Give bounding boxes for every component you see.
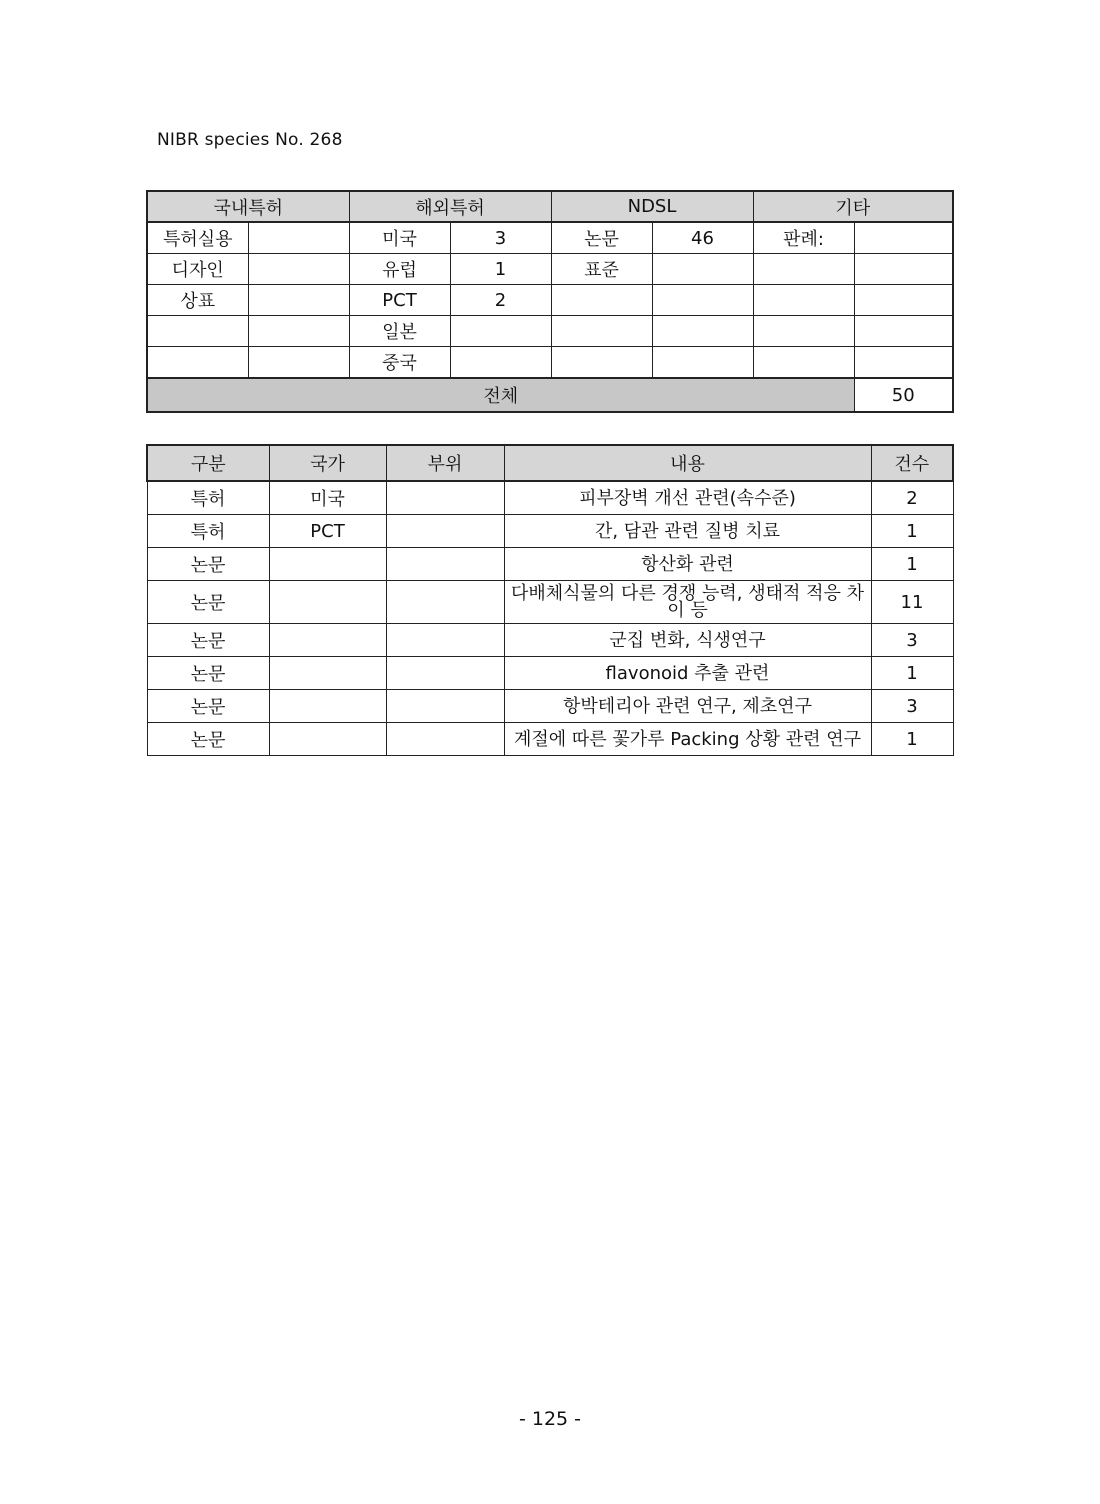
- detail-part-cell: [386, 657, 504, 690]
- detail-country-cell: [269, 690, 386, 723]
- summary-cell: [854, 222, 953, 254]
- detail-country-cell: [269, 624, 386, 657]
- summary-cell: [147, 316, 248, 347]
- detail-header-country: 국가: [269, 445, 386, 481]
- summary-cell: [248, 316, 349, 347]
- table-row: [147, 515, 953, 548]
- detail-category-cell: 논문: [147, 581, 269, 624]
- summary-total-row: [147, 378, 953, 412]
- detail-count-cell: 11: [871, 581, 953, 624]
- detail-part-cell: [386, 723, 504, 756]
- summary-cell: 특허실용: [147, 222, 248, 254]
- summary-cell: 1: [450, 254, 551, 285]
- summary-cell: [248, 222, 349, 254]
- summary-row: [147, 316, 953, 347]
- table-row: [147, 581, 953, 624]
- detail-content-cell: 계절에 따른 꽃가루 Packing 상황 관련 연구: [504, 723, 871, 756]
- summary-cell: [753, 347, 854, 379]
- detail-content-cell: flavonoid 추출 관련: [504, 657, 871, 690]
- detail-part-cell: [386, 481, 504, 515]
- summary-cell: 디자인: [147, 254, 248, 285]
- summary-cell: 논문: [551, 222, 652, 254]
- table-row: [147, 690, 953, 723]
- summary-header-row: [147, 191, 953, 222]
- summary-cell: 일본: [349, 316, 450, 347]
- summary-total-value: 50: [854, 378, 953, 412]
- detail-part-cell: [386, 690, 504, 723]
- summary-total-label: 전체: [147, 378, 854, 412]
- table-row: [147, 657, 953, 690]
- detail-count-cell: 3: [871, 690, 953, 723]
- detail-count-cell: 1: [871, 723, 953, 756]
- patent-summary-table: [146, 190, 954, 413]
- summary-cell: [450, 347, 551, 379]
- detail-category-cell: 특허: [147, 515, 269, 548]
- summary-cell: [551, 285, 652, 316]
- summary-row: [147, 254, 953, 285]
- detail-content-cell: 간, 담관 관련 질병 치료: [504, 515, 871, 548]
- summary-cell: 유럽: [349, 254, 450, 285]
- summary-row: [147, 285, 953, 316]
- detail-count-cell: 3: [871, 624, 953, 657]
- detail-part-cell: [386, 548, 504, 581]
- summary-header-domestic-patent: 국내특허: [147, 191, 349, 222]
- table-row: [147, 723, 953, 756]
- research-detail-table: [146, 444, 954, 756]
- detail-count-cell: 2: [871, 481, 953, 515]
- summary-cell: [753, 316, 854, 347]
- summary-cell: [551, 347, 652, 379]
- table-row: [147, 481, 953, 515]
- summary-cell: [854, 316, 953, 347]
- summary-cell: [248, 254, 349, 285]
- detail-header-content: 내용: [504, 445, 871, 481]
- summary-cell: 미국: [349, 222, 450, 254]
- summary-cell: [248, 347, 349, 379]
- summary-cell: [753, 285, 854, 316]
- detail-count-cell: 1: [871, 515, 953, 548]
- summary-header-other: 기타: [753, 191, 953, 222]
- detail-country-cell: [269, 581, 386, 624]
- detail-category-cell: 논문: [147, 624, 269, 657]
- summary-header-overseas-patent: 해외특허: [349, 191, 551, 222]
- detail-header-category: 구분: [147, 445, 269, 481]
- detail-country-cell: 미국: [269, 481, 386, 515]
- detail-content-cell: 항박테리아 관련 연구, 제초연구: [504, 690, 871, 723]
- summary-cell: PCT: [349, 285, 450, 316]
- detail-country-cell: [269, 723, 386, 756]
- detail-category-cell: 논문: [147, 548, 269, 581]
- summary-cell: [652, 285, 753, 316]
- table-row: [147, 548, 953, 581]
- summary-cell: [652, 254, 753, 285]
- detail-header-part: 부위: [386, 445, 504, 481]
- detail-content-cell: 항산화 관련: [504, 548, 871, 581]
- detail-content-cell: 다배체식물의 다른 경쟁 능력, 생태적 적응 차이 등: [504, 581, 871, 624]
- summary-cell: [854, 285, 953, 316]
- detail-part-cell: [386, 624, 504, 657]
- summary-cell: 상표: [147, 285, 248, 316]
- summary-cell: [450, 316, 551, 347]
- detail-count-cell: 1: [871, 548, 953, 581]
- page-number: - 125 -: [518, 1408, 582, 1430]
- detail-country-cell: [269, 657, 386, 690]
- detail-header-count: 건수: [871, 445, 953, 481]
- summary-row: [147, 347, 953, 379]
- summary-cell: [652, 316, 753, 347]
- summary-cell: 3: [450, 222, 551, 254]
- summary-cell: 2: [450, 285, 551, 316]
- summary-row: [147, 222, 953, 254]
- species-number-label: NIBR species No. 268: [157, 130, 343, 150]
- summary-cell: 판례:: [753, 222, 854, 254]
- summary-cell: [854, 254, 953, 285]
- summary-cell: [753, 254, 854, 285]
- summary-cell: [248, 285, 349, 316]
- summary-cell: 46: [652, 222, 753, 254]
- summary-cell: [854, 347, 953, 379]
- detail-content-cell: 군집 변화, 식생연구: [504, 624, 871, 657]
- summary-cell: [652, 347, 753, 379]
- summary-header-ndsl: NDSL: [551, 191, 753, 222]
- summary-cell: [147, 347, 248, 379]
- detail-category-cell: 논문: [147, 690, 269, 723]
- detail-category-cell: 특허: [147, 481, 269, 515]
- detail-country-cell: PCT: [269, 515, 386, 548]
- detail-header-row: [147, 445, 953, 481]
- detail-category-cell: 논문: [147, 723, 269, 756]
- detail-part-cell: [386, 581, 504, 624]
- summary-cell: [551, 316, 652, 347]
- detail-country-cell: [269, 548, 386, 581]
- summary-cell: 중국: [349, 347, 450, 379]
- detail-content-cell: 피부장벽 개선 관련(속수준): [504, 481, 871, 515]
- summary-cell: 표준: [551, 254, 652, 285]
- detail-part-cell: [386, 515, 504, 548]
- table-row: [147, 624, 953, 657]
- detail-category-cell: 논문: [147, 657, 269, 690]
- detail-count-cell: 1: [871, 657, 953, 690]
